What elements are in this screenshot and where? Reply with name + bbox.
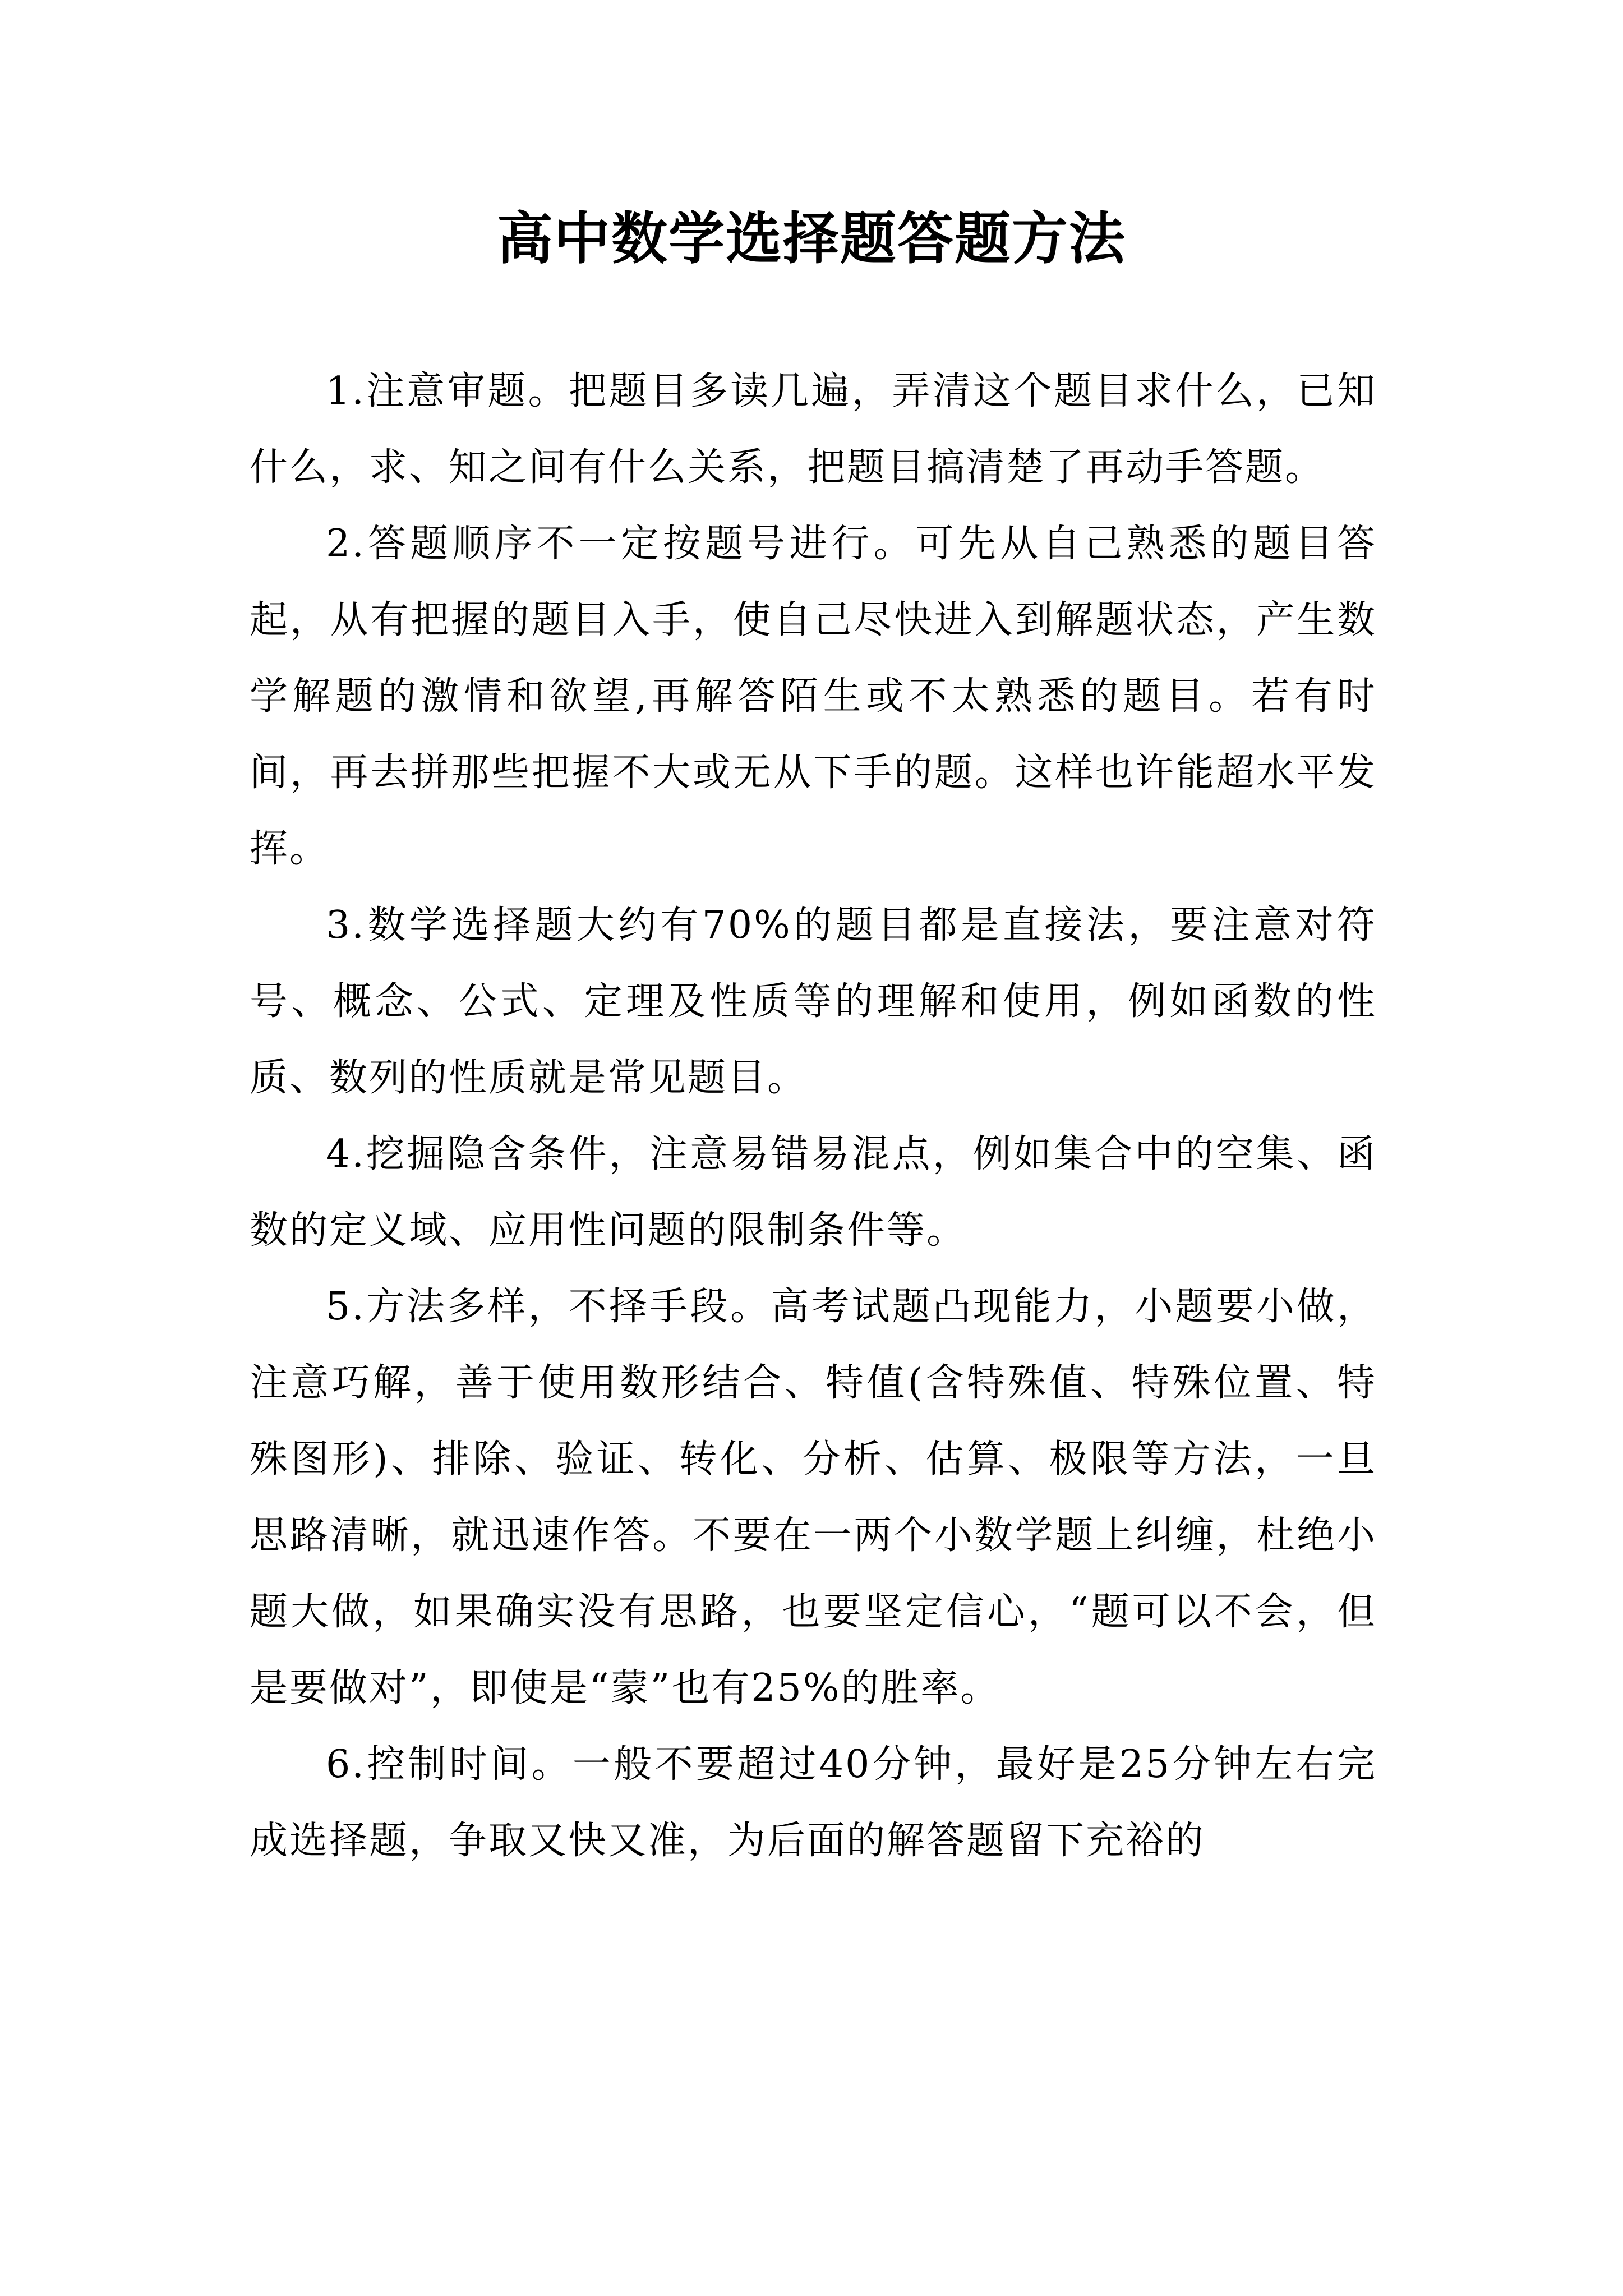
document-body <box>250 353 1377 1879</box>
paragraph-6: 6.控制时间。一般不要超过40分钟，最好是25分钟左右完成选择题，争取又快又准，为后面的解答题留下充裕的 <box>250 1742 1377 1863</box>
document-title: 高中数学选择题答题方法 <box>497 205 1126 272</box>
paragraph-3: 3.数学选择题大约有70%的题目都是直接法，要注意对符号、概念、公式、定理及性质等的理解和使用，例如函数的性质、数列的性质就是常见题目。 <box>250 903 1377 1100</box>
paragraph-1: 1.注意审题。把题目多读几遍，弄清这个题目求什么，已知什么，求、知之间有什么关系，把题目搞清楚了再动手答题。 <box>250 369 1377 490</box>
paragraph-2: 2.答题顺序不一定按题号进行。可先从自己熟悉的题目答起，从有把握的题目入手，使自己尽快进入到解题状态，产生数学解题的激情和欲望,再解答陌生或不太熟悉的题目。若有时间，再去拼那些把握不大或无从下手的题。这样也许能超水平发挥。 <box>250 522 1377 871</box>
paragraph-5: 5.方法多样，不择手段。高考试题凸现能力，小题要小做，注意巧解，善于使用数形结合、特值(含特殊值、特殊位置、特殊图形)、排除、验证、转化、分析、估算、极限等方法，一旦思路清晰，就迅速作答。不要在一两个小数学题上纠缠，杜绝小题大做，如果确实没有思路，也要坚定信心，“题可以不会，但是要做对”，即使是“蒙”也有25%的胜率。 <box>250 1285 1377 1710</box>
paragraph-4: 4.挖掘隐含条件，注意易错易混点，例如集合中的空集、函数的定义域、应用性问题的限制条件等。 <box>250 1132 1377 1253</box>
